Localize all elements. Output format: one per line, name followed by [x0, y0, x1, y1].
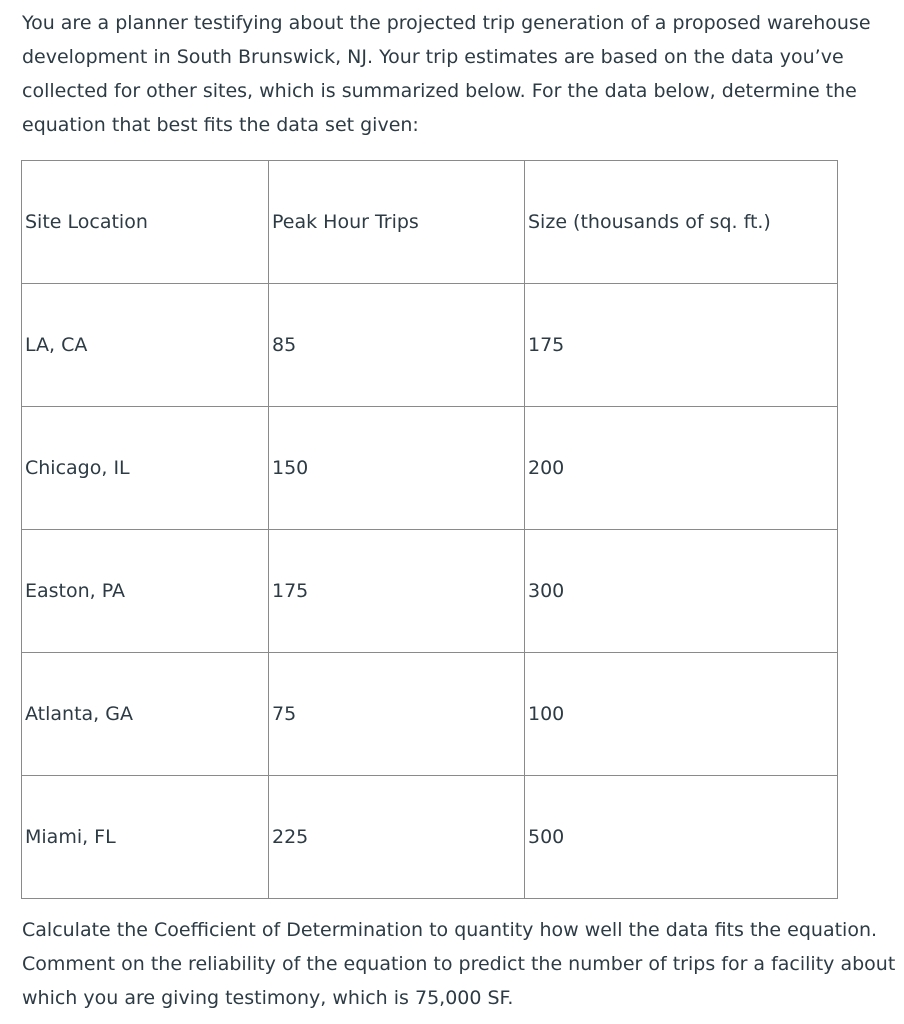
question-outro: Calculate the Coefficient of Determination to quantity how well the data fits the equation. Comment on the reliability of the equation to predict the number of trips for a facility about which you are giving testimony, which is 75,000 SF. [22, 919, 896, 1009]
table-row [22, 776, 838, 899]
table-row [22, 653, 838, 776]
cell-site-location: Miami, FL [22, 776, 269, 899]
cell-site-location: Easton, PA [22, 530, 269, 653]
cell-peak-hour-trips: 225 [269, 776, 525, 899]
cell-size: 200 [525, 407, 838, 530]
question-intro: You are a planner testifying about the projected trip generation of a proposed warehouse development in South Brunswick, NJ. Your trip estimates are based on the data you’ve collected for other sites, which is summarized below. For the data below, determine the equation that best fits the data set given: [22, 12, 871, 136]
header-size: Size (thousands of sq. ft.) [525, 161, 838, 284]
cell-peak-hour-trips: 85 [269, 284, 525, 407]
cell-size: 300 [525, 530, 838, 653]
table-header-row [22, 161, 838, 284]
table-row [22, 284, 838, 407]
cell-size: 500 [525, 776, 838, 899]
cell-size: 175 [525, 284, 838, 407]
cell-peak-hour-trips: 150 [269, 407, 525, 530]
header-peak-hour-trips: Peak Hour Trips [269, 161, 525, 284]
cell-site-location: Chicago, IL [22, 407, 269, 530]
cell-peak-hour-trips: 75 [269, 653, 525, 776]
site-data-table [21, 160, 838, 899]
cell-site-location: Atlanta, GA [22, 653, 269, 776]
table-row [22, 407, 838, 530]
cell-peak-hour-trips: 175 [269, 530, 525, 653]
cell-site-location: LA, CA [22, 284, 269, 407]
header-site-location: Site Location [22, 161, 269, 284]
table-row [22, 530, 838, 653]
cell-size: 100 [525, 653, 838, 776]
